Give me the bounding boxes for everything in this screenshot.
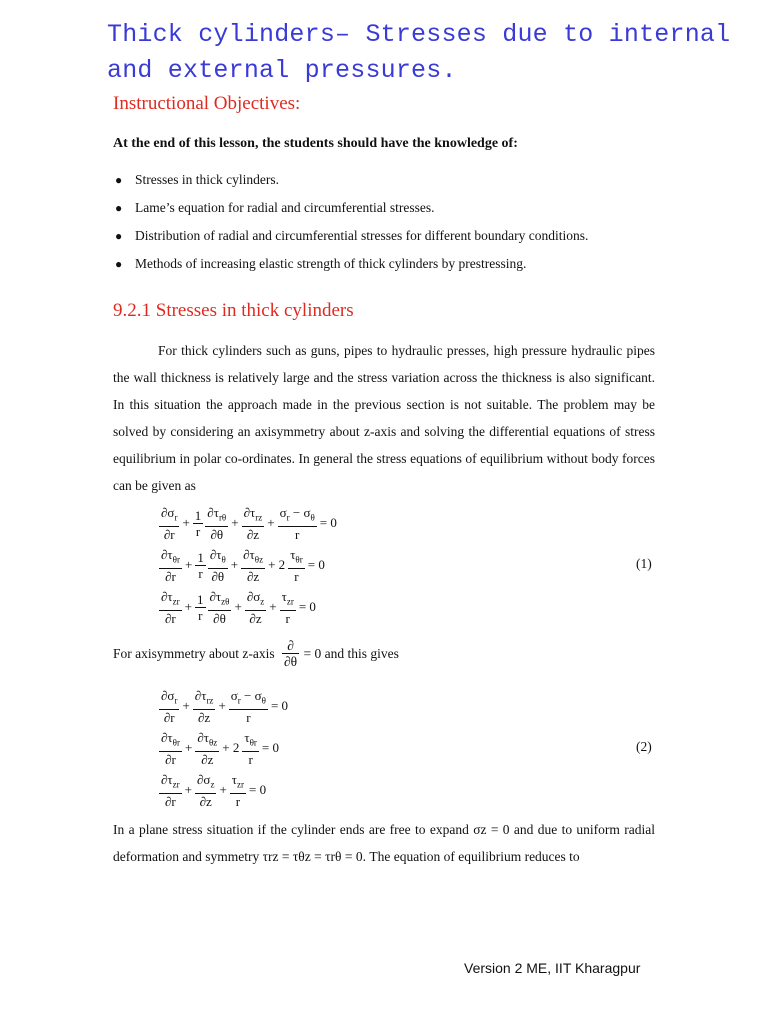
list-item: ● Distribution of radial and circumferential stresses for different boundary conditions. (113, 222, 588, 250)
section-heading: 9.2.1 Stresses in thick cylinders (113, 300, 354, 321)
paragraph-1: For thick cylinders such as guns, pipes to hydraulic presses, high pressure hydraulic pipes the wall thickness is relatively large and the stress variation across the thickness is also significant. In this situation the approach made in the previous section is not suitable. The problem may be solved by considering an axisymmetry about z-axis and solving the differential equations of stress equilibrium in polar co-ordinates. In general the stress equations of equilibrium without body forces can be given as (113, 343, 655, 493)
equation-number-1: (1) (636, 556, 652, 571)
bullet-icon: ● (115, 229, 123, 243)
equation-2b: $\frac{\partial\tau_{\theta r}}{\partial r}$ + $\frac{\partial\tau_{\theta z}}{\partial z}$ + 2 $\frac{\tau_{\theta r}}{r}$ = 0 (161, 730, 280, 767)
equation-2c: $\frac{\partial\tau_{zr}}{\partial r}$ + $\frac{\partial\sigma_z}{\partial z}$ + $\frac{\tau_{zr}}{r}$ = 0 (161, 772, 267, 809)
title-line-2: and external pressures. (107, 56, 457, 85)
list-item: ● Stresses in thick cylinders. (113, 166, 588, 194)
bullet-icon: ● (115, 201, 123, 215)
bullet-icon: ● (115, 173, 123, 187)
objectives-heading: Instructional Objectives: (113, 93, 301, 114)
equation-number-2: (2) (636, 739, 652, 754)
partial-theta-fraction: $\frac{\partial}{\partial\theta}$ (283, 638, 298, 669)
paragraph-2: In a plane stress situation if the cylinder ends are free to expand σz = 0 and due to uniform radial deformation and symmetry τrz = τθz = τrθ = 0. The equation of equilibrium reduces to (113, 822, 655, 864)
equation-1a: $\frac{\partial\sigma_r}{\partial r}$ + $\frac{1}{r}$ $\frac{\partial\tau_{r\theta}}{\partial\theta}$ + $\frac{\partial\tau_{rz}}{\partial z}$ + $\frac{\sigma_r - \sigma_\theta}{r}$ = 0 (161, 505, 337, 542)
equation-2a: $\frac{\partial\sigma_r}{\partial r}$ + $\frac{\partial\tau_{rz}}{\partial z}$ + $\frac{\sigma_r - \sigma_\theta}{r}$ = 0 (161, 688, 289, 725)
list-item: ● Lame’s equation for radial and circumferential stresses. (113, 194, 588, 222)
axisymmetry-line: For axisymmetry about z-axis $\frac{\partial}{\partial\theta}$ = 0 and this gives (113, 638, 399, 669)
objectives-list (113, 166, 588, 278)
list-item: ● Methods of increasing elastic strength of thick cylinders by prestressing. (113, 250, 588, 278)
title-line-1: Thick cylinders– Stresses due to internal (107, 20, 731, 49)
equation-1c: $\frac{\partial\tau_{zr}}{\partial r}$ + $\frac{1}{r}$ $\frac{\partial\tau_{z\theta}}{\partial\theta}$ + $\frac{\partial\sigma_z}{\partial z}$ + $\frac{\tau_{zr}}{r}$ = 0 (161, 589, 316, 626)
page-footer: Version 2 ME, IIT Kharagpur (464, 960, 641, 976)
equation-1b: $\frac{\partial\tau_{\theta r}}{\partial r}$ + $\frac{1}{r}$ $\frac{\partial\tau_\theta}{\partial\theta}$ + $\frac{\partial\tau_{\theta z}}{\partial z}$ + 2 $\frac{\tau_{\theta r}}{r}$ = 0 (161, 547, 325, 584)
objectives-intro: At the end of this lesson, the students should have the knowledge of: (113, 136, 518, 151)
page-title (107, 17, 730, 89)
bullet-icon: ● (115, 257, 123, 271)
